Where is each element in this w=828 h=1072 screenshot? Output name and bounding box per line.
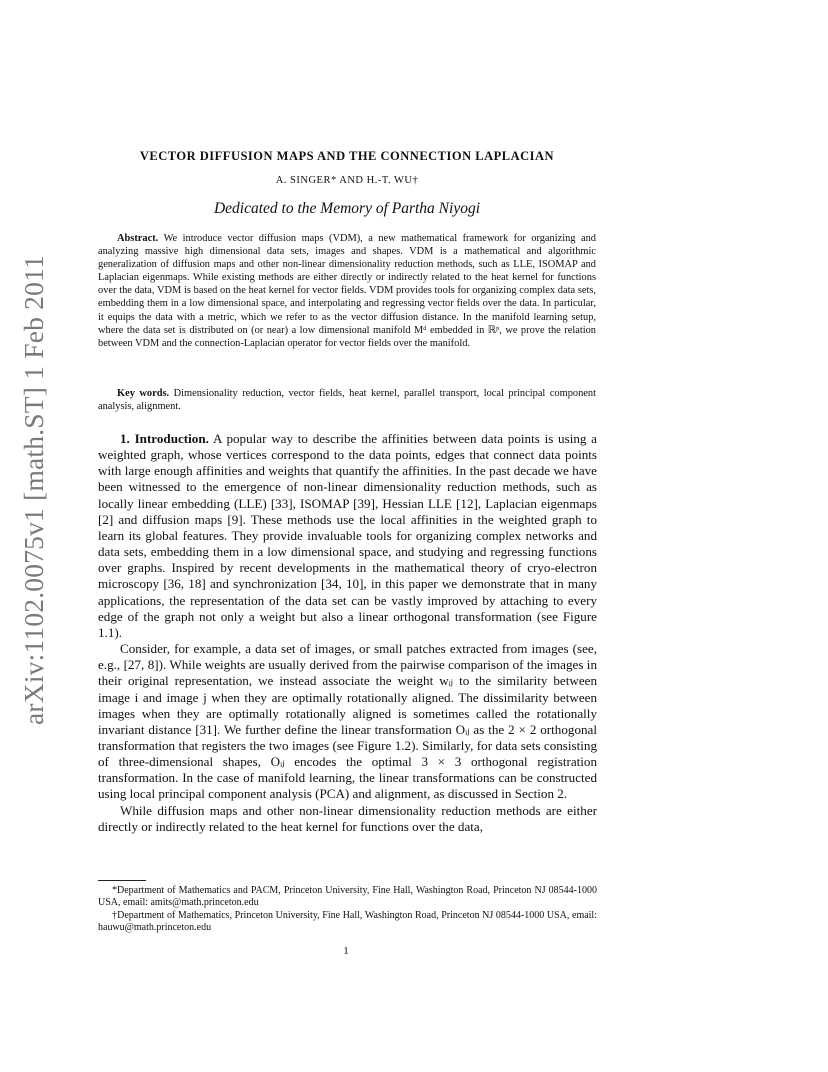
- paper-authors: A. SINGER* AND H.-T. WU†: [275, 175, 419, 186]
- intro-paragraph-3: While diffusion maps and other non-linear dimensionality reduction methods are either directly or indirectly related to the heat kernel for functions over the data,: [98, 802, 597, 834]
- footnotes: [98, 885, 597, 935]
- footnote-2: †Department of Mathematics, Princeton University, Fine Hall, Washington Road, Princeton NJ 08544-1000 USA, email: hauwu@math.princeton.edu: [98, 909, 597, 934]
- abstract: [98, 232, 596, 350]
- keywords: [98, 387, 596, 413]
- keywords-label: Key words.: [117, 388, 170, 399]
- paper-title: VECTOR DIFFUSION MAPS AND THE CONNECTION LAPLACIAN: [139, 149, 555, 163]
- abstract-text: We introduce vector diffusion maps (VDM), a new mathematical framework for organizing and analyzing massive high dimensional data sets, images and shapes. VDM is a mathematical and algorithmic generalization of diffusion maps and other non-linear dimensionality reduction methods, such as LLE, ISOMAP and Laplacian eigenmaps. While existing methods are either directly or indirectly related to the heat kernel for functions over the data, VDM is based on the heat kernel for vector fields. VDM provides tools for organizing complex data sets, embedding them in a low dimensional space, and interpolating and regressing vector fields over the data. In particular, it equips the data with a metric, which we refer to as the vector diffusion distance. In the manifold learning setup, where the data set is distributed on (or near) a low dimensional manifold Mᵈ embedded in ℝᵖ, we prove the relation between VDM and the connection-Laplacian operator for vector fields over the manifold.: [98, 233, 596, 349]
- footnote-1: *Department of Mathematics and PACM, Princeton University, Fine Hall, Washington Road, Princeton NJ 08544-1000 USA, email: amits@math.princeton.edu: [98, 885, 597, 909]
- intro-paragraph-1: [98, 431, 597, 641]
- footnote-rule: [98, 880, 146, 881]
- section-heading: 1. Introduction.: [120, 431, 209, 446]
- arxiv-side-stamp: arXiv:1102.0075v1 [math.ST] 1 Feb 2011: [18, 255, 49, 725]
- introduction-section: [98, 431, 597, 835]
- paper-dedication: Dedicated to the Memory of Partha Niyogi: [213, 200, 481, 217]
- abstract-label: Abstract.: [117, 233, 159, 244]
- intro-paragraph-2: Consider, for example, a data set of images, or small patches extracted from images (see, e.g., [27, 8]). While weights are usually derived from the pairwise comparison of the images in their original representation, we instead associate the weight wᵢⱼ to the similarity between image i and image j when they are optimally rotationally aligned. The dissimilarity between images when they are optimally rotationally aligned is sometimes called the rotationally invariant distance [31]. We further define the linear transformation Oᵢⱼ as the 2 × 2 orthogonal transformation that registers the two images (see Figure 1.2). Similarly, for data sets consisting of three-dimensional shapes, Oᵢⱼ encodes the optimal 3 × 3 orthogonal registration transformation. In the case of manifold learning, the linear transformations can be constructed using local principal component analysis (PCA) and alignment, as discussed in Section 2.: [98, 641, 597, 802]
- page-number: 1: [343, 945, 349, 957]
- intro-paragraph-1-text: A popular way to describe the affinities between data points is using a weighted graph, whose vertices correspond to the data points, edges that connect data points with large enough affinities and weights that quantify the affinities. In the past decade we have been witnessed to the emergence of non-linear dimensionality reduction methods, such as locally linear embedding (LLE) [33], ISOMAP [39], Hessian LLE [12], Laplacian eigenmaps [2] and diffusion maps [9]. These methods use the local affinities in the weighted graph to learn its global features. They provide invaluable tools for organizing complex networks and data sets, embedding them in a low dimensional space, and studying and regressing functions over graphs. Inspired by recent developments in the mathematical theory of cryo-electron microscopy [36, 18] and synchronization [34, 10], in this paper we demonstrate that in many applications, the representation of the data set can be vastly improved by attaching to every edge of the graph not only a weight but also a linear orthogonal transformation (see Figure 1.1).: [98, 431, 597, 640]
- keywords-text: Dimensionality reduction, vector fields, heat kernel, parallel transport, local principal component analysis, alignment.: [98, 388, 596, 413]
